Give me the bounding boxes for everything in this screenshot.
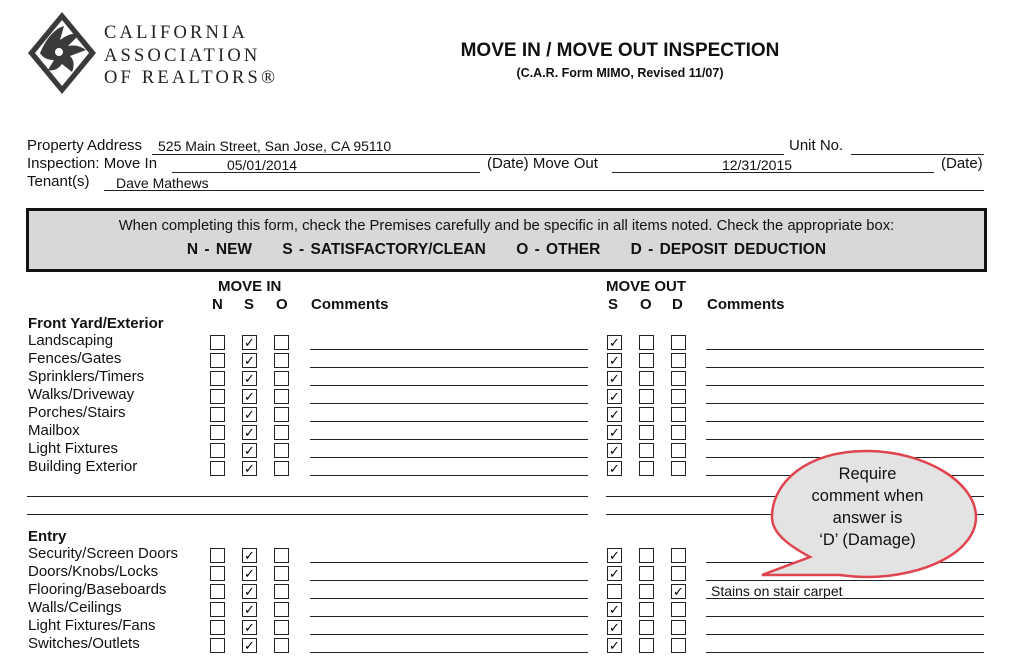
move-out-checkbox-o[interactable] [639,371,654,386]
inspection-move-in-label: Inspection: Move In [27,155,158,172]
move-in-comment-line[interactable] [310,421,588,422]
move-in-checkbox-n[interactable] [210,335,225,350]
move-in-checkbox-n[interactable] [210,371,225,386]
move-in-checkbox-s[interactable]: ✓ [242,602,257,617]
move-out-checkbox-d[interactable]: ✓ [671,584,686,599]
unit-no-label: Unit No. [789,137,844,154]
move-out-checkbox-o[interactable] [639,425,654,440]
item-label: Doors/Knobs/Locks [28,563,159,580]
move-in-comment-line[interactable] [310,652,588,653]
move-out-checkbox-s[interactable]: ✓ [607,602,622,617]
item-label: Landscaping [28,332,114,349]
move-out-checkbox-s[interactable]: ✓ [607,566,622,581]
move-in-comments-header: Comments [311,296,389,313]
move-in-col-s: S [244,296,255,313]
property-address-line [152,154,784,155]
form-title: MOVE IN / MOVE OUT INSPECTION [460,40,780,61]
move-out-checkbox-s[interactable]: ✓ [607,461,622,476]
move-in-checkbox-s[interactable]: ✓ [242,443,257,458]
move-out-comment-line[interactable] [706,385,984,386]
instructions-text: When completing this form, check the Premises carefully and be specific in all items noted. Check the appropriate box: [118,218,895,234]
move-in-checkbox-s[interactable]: ✓ [242,335,257,350]
move-in-checkbox-n[interactable] [210,443,225,458]
move-in-checkbox-s[interactable]: ✓ [242,584,257,599]
move-in-checkbox-o[interactable] [274,548,289,563]
move-out-comment-line[interactable] [706,652,984,653]
item-label: Walls/Ceilings [28,599,122,616]
callout-line-3: answer is [832,509,903,527]
callout-line-2: comment when [811,487,924,505]
move-out-checkbox-s[interactable]: ✓ [607,638,622,653]
move-in-checkbox-s[interactable]: ✓ [242,371,257,386]
item-label: Walks/Driveway [28,386,135,403]
legend-satisfactory: S - SATISFACTORY/CLEAN [282,241,486,258]
move-out-comment-line[interactable] [706,367,984,368]
move-out-checkbox-o[interactable] [639,602,654,617]
callout-text [790,463,945,551]
move-out-checkbox-o[interactable] [639,461,654,476]
extra-line-left[interactable] [27,514,588,515]
move-out-col-o: O [640,296,652,313]
move-in-checkbox-n[interactable] [210,407,225,422]
move-in-checkbox-n[interactable] [210,638,225,653]
move-in-comment-line[interactable] [310,598,588,599]
move-out-checkbox-o[interactable] [639,407,654,422]
move-in-checkbox-o[interactable] [274,461,289,476]
move-in-checkbox-o[interactable] [274,407,289,422]
extra-line-left[interactable] [27,496,588,497]
move-in-comment-line[interactable] [310,403,588,404]
move-in-checkbox-n[interactable] [210,584,225,599]
instructions-legend [26,241,987,259]
item-label: Security/Screen Doors [28,545,179,562]
move-out-comment-text[interactable]: Stains on stair carpet [711,583,843,599]
move-in-checkbox-o[interactable] [274,371,289,386]
move-out-col-d: D [672,296,683,313]
date-label: (Date) [941,155,983,172]
move-in-checkbox-s[interactable]: ✓ [242,407,257,422]
move-in-comment-line[interactable] [310,349,588,350]
move-out-checkbox-d[interactable] [671,443,686,458]
move-in-checkbox-s[interactable]: ✓ [242,620,257,635]
move-out-col-s: S [608,296,619,313]
move-out-checkbox-o[interactable] [639,566,654,581]
legend-other: O - OTHER [516,241,601,258]
move-out-checkbox-s[interactable]: ✓ [607,371,622,386]
item-label: Sprinklers/Timers [28,368,145,385]
move-in-checkbox-o[interactable] [274,602,289,617]
move-out-checkbox-s[interactable]: ✓ [607,620,622,635]
move-out-comment-line[interactable] [706,616,984,617]
section-title: Entry [28,528,67,545]
move-out-comments-header: Comments [707,296,785,313]
move-in-comment-line[interactable] [310,439,588,440]
item-label: Switches/Outlets [28,635,140,652]
move-in-checkbox-s[interactable]: ✓ [242,548,257,563]
move-in-checkbox-s[interactable]: ✓ [242,389,257,404]
move-out-checkbox-s[interactable]: ✓ [607,443,622,458]
move-in-checkbox-s[interactable]: ✓ [242,425,257,440]
move-out-checkbox-d[interactable] [671,425,686,440]
move-in-checkbox-s[interactable]: ✓ [242,638,257,653]
legend-new: N - NEW [186,241,253,258]
move-in-checkbox-n[interactable] [210,461,225,476]
move-in-checkbox-o[interactable] [274,389,289,404]
move-in-col-o: O [276,296,288,313]
move-in-comment-line[interactable] [310,580,588,581]
move-out-header: MOVE OUT [606,278,687,295]
move-out-checkbox-d[interactable] [671,461,686,476]
item-label: Building Exterior [28,458,138,475]
move-in-comment-line[interactable] [310,616,588,617]
callout-line-1: Require [838,465,897,483]
item-label: Porches/Stairs [28,404,126,421]
move-out-checkbox-d[interactable] [671,566,686,581]
item-label: Light Fixtures/Fans [28,617,156,634]
property-address-label: Property Address [27,137,143,154]
move-in-checkbox-o[interactable] [274,638,289,653]
car-logo-icon [26,10,98,96]
item-label: Mailbox [28,422,80,439]
move-out-checkbox-s[interactable]: ✓ [607,335,622,350]
move-in-comment-line[interactable] [310,367,588,368]
move-in-checkbox-s[interactable]: ✓ [242,566,257,581]
move-out-checkbox-d[interactable] [671,620,686,635]
move-out-checkbox-o[interactable] [639,584,654,599]
move-in-checkbox-o[interactable] [274,353,289,368]
move-in-checkbox-n[interactable] [210,425,225,440]
move-out-comment-line[interactable] [706,421,984,422]
org-name-line-3: OF REALTORS® [104,68,279,88]
move-out-checkbox-o[interactable] [639,443,654,458]
date-move-out-label: (Date) Move Out [487,155,598,172]
move-in-checkbox-o[interactable] [274,335,289,350]
move-out-checkbox-s[interactable] [607,584,622,599]
move-in-date-field[interactable]: 05/01/2014 [226,157,298,173]
move-in-checkbox-o[interactable] [274,566,289,581]
move-out-checkbox-d[interactable] [671,548,686,563]
move-in-checkbox-n[interactable] [210,620,225,635]
move-in-checkbox-o[interactable] [274,443,289,458]
move-out-checkbox-o[interactable] [639,389,654,404]
org-name-line-2: ASSOCIATION [104,46,261,66]
move-in-checkbox-n[interactable] [210,548,225,563]
move-in-checkbox-n[interactable] [210,389,225,404]
move-out-checkbox-d[interactable] [671,389,686,404]
move-out-checkbox-o[interactable] [639,335,654,350]
item-label: Flooring/Baseboards [28,581,167,598]
item-label: Light Fixtures [28,440,119,457]
move-out-checkbox-d[interactable] [671,371,686,386]
move-in-comment-line[interactable] [310,475,588,476]
move-out-comment-line[interactable] [706,634,984,635]
item-label: Fences/Gates [28,350,122,367]
move-out-checkbox-o[interactable] [639,638,654,653]
move-out-checkbox-s[interactable]: ✓ [607,407,622,422]
move-in-checkbox-n[interactable] [210,353,225,368]
move-out-checkbox-o[interactable] [639,620,654,635]
move-in-checkbox-o[interactable] [274,584,289,599]
move-in-checkbox-n[interactable] [210,566,225,581]
move-in-comment-line[interactable] [310,634,588,635]
section-title: Front Yard/Exterior [28,315,164,332]
tenant-line [104,190,984,191]
move-out-checkbox-s[interactable]: ✓ [607,353,622,368]
move-out-comment-line[interactable] [706,403,984,404]
move-in-checkbox-s[interactable]: ✓ [242,461,257,476]
move-out-date-field[interactable]: 12/31/2015 [721,157,793,173]
move-in-checkbox-n[interactable] [210,602,225,617]
move-out-checkbox-o[interactable] [639,548,654,563]
move-in-comment-line[interactable] [310,457,588,458]
move-in-checkbox-s[interactable]: ✓ [242,353,257,368]
tenant-label: Tenant(s) [27,173,90,190]
callout-line-4: ‘D’ (Damage) [819,531,916,549]
move-out-comment-line[interactable] [706,349,984,350]
move-out-checkbox-d[interactable] [671,638,686,653]
move-out-checkbox-s[interactable]: ✓ [607,425,622,440]
move-out-checkbox-o[interactable] [639,353,654,368]
move-out-checkbox-d[interactable] [671,602,686,617]
move-in-checkbox-o[interactable] [274,425,289,440]
move-out-checkbox-d[interactable] [671,335,686,350]
move-out-comment-line[interactable] [706,439,984,440]
move-out-checkbox-d[interactable] [671,353,686,368]
legend-deposit-deduction: D - DEPOSIT DEDUCTION [630,241,827,258]
property-address-field[interactable]: 525 Main Street, San Jose, CA 95110 [158,138,392,154]
tenant-field[interactable]: Dave Mathews [116,175,209,191]
move-in-header: MOVE IN [218,278,282,295]
move-in-comment-line[interactable] [310,562,588,563]
move-out-checkbox-d[interactable] [671,407,686,422]
move-out-checkbox-s[interactable]: ✓ [607,389,622,404]
move-out-checkbox-s[interactable]: ✓ [607,548,622,563]
move-in-comment-line[interactable] [310,385,588,386]
move-in-col-n: N [212,296,223,313]
move-in-checkbox-o[interactable] [274,620,289,635]
form-subtitle: (C.A.R. Form MIMO, Revised 11/07) [516,66,724,80]
org-name-line-1: CALIFORNIA [104,23,249,43]
